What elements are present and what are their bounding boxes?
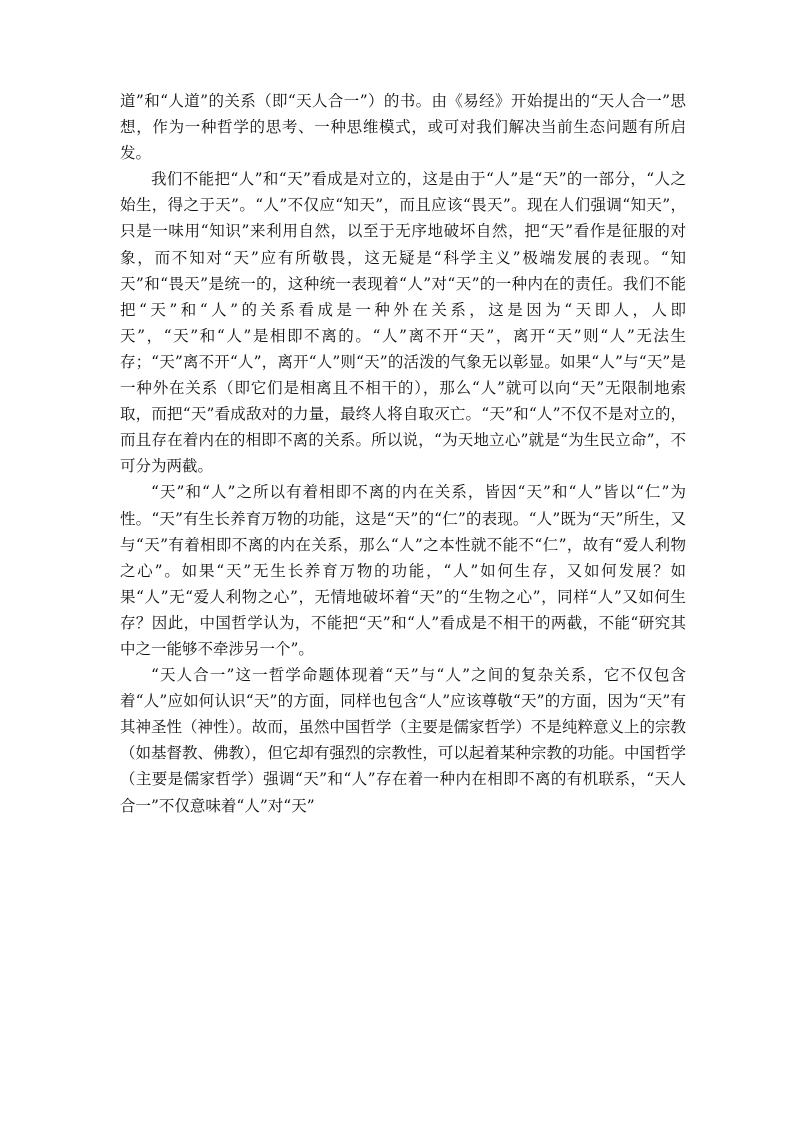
body-text — [120, 88, 686, 819]
paragraph-2: 我们不能把“人”和“天”看成是对立的，这是由于“人”是“天”的一部分，“人之始生，得之于天”。“人”不仅应“知天”，而且应该“畏天”。现在人们强调“知天”，只是一味用“知识”来利用自然，以至于无序地破坏自然，把“天”看作是征服的对象，而不知对“天”应有所敬畏，这无疑是“科学主义”极端发展的表现。“知天”和“畏天”是统一的，这种统一表现着“人”对“天”的一种内在的责任。我们不能把“天”和“人”的关系看成是一种外在关系，这是因为“天即人，人即天”，“天”和“人”是相即不离的。“人”离不开“天”，离开“天”则“人”无法生存；“天”离不开“人”，离开“人”则“天”的活泼的气象无以彰显。如果“人”与“天”是一种外在关系（即它们是相离且不相干的），那么“人”就可以向“天”无限制地索取，而把“天”看成敌对的力量，最终人将自取灭亡。“天”和“人”不仅不是对立的，而且存在着内在的相即不离的关系。所以说，“为天地立心”就是“为生民立命”，不可分为两截。 — [120, 170, 687, 476]
paragraph-1: 道”和“人道”的关系（即“天人合一”）的书。由《易经》开始提出的“天人合一”思想，作为一种哲学的思考、一种思维模式，或可对我们解决当前生态问题有所启发。 — [120, 92, 686, 163]
paragraph-3: “天”和“人”之所以有着相即不离的内在关系，皆因“天”和“人”皆以“仁”为性。“天”有生长养育万物的功能，这是“天”的“仁”的表现。“人”既为“天”所生，又与“天”有着相即不离的内在关系，那么“人”之本性就不能不“仁”，故有“爱人利物之心”。如果“天”无生长养育万物的功能，“人”如何生存，又如何发展？如果“人”无“爱人利物之心”，无情地破坏着“天”的“生物之心”，同样“人”又如何生存？因此，中国哲学认为，不能把“天”和“人”看成是不相干的两截，不能“研究其中之一能够不牵涉另一个”。 — [120, 483, 686, 658]
paragraph-4: “天人合一”这一哲学命题体现着“天”与“人”之间的复杂关系，它不仅包含着“人”应如何认识“天”的方面，同样也包含“人”应该尊敬“天”的方面，因为“天”有其神圣性（神性）。故而，虽然中国哲学（主要是儒家哲学）不是纯粹意义上的宗教（如基督教、佛教），但它却有强烈的宗教性，可以起着某种宗教的功能。中国哲学（主要是儒家哲学）强调“天”和“人”存在着一种内在相即不离的有机联系，“天人合一”不仅意味着“人”对“天” — [120, 666, 686, 815]
